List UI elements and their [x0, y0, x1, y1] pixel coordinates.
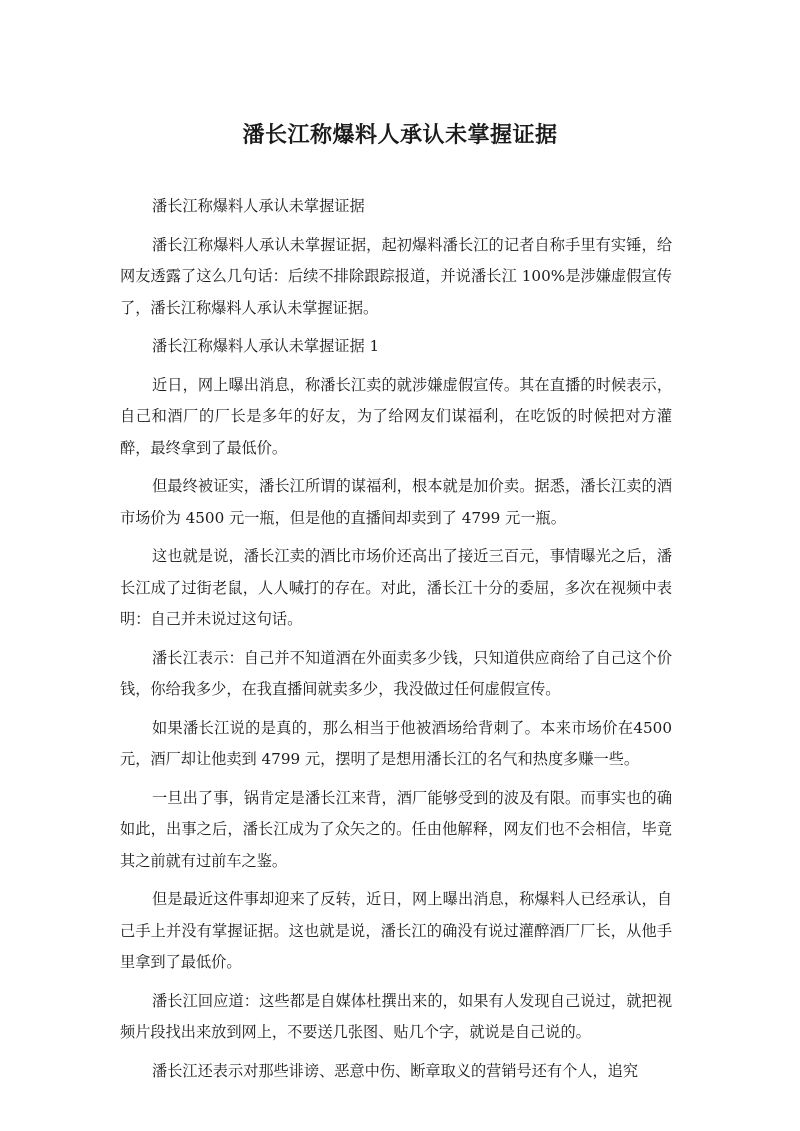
- paragraph: 潘长江称爆料人承认未掌握证据: [152, 197, 365, 215]
- document-title: 潘长江称爆料人承认未掌握证据: [242, 123, 558, 148]
- paragraph: 潘长江称爆料人承认未掌握证据，起初爆料潘长江的记者自称手里有实锤，给网友透露了这么几句话：后续不排除跟踪报道，并说潘长江 100%是涉嫌虚假宣传了，潘长江称爆料人承认未掌握证据。: [120, 235, 672, 317]
- paragraph: 近日，网上曝出消息，称潘长江卖的就涉嫌虚假宣传。其在直播的时候表示，自己和酒厂的厂长是多年的好友，为了给网友们谋福利，在吃饭的时候把对方灌醉，最终拿到了最低价。: [120, 375, 672, 457]
- paragraph: 潘长江称爆料人承认未掌握证据 1: [152, 337, 380, 355]
- paragraph: 但是最近这件事却迎来了反转，近日，网上曝出消息，称爆料人已经承认，自己手上并没有掌握证据。这也就是说，潘长江的确没有说过灌醉酒厂厂长，从他手里拿到了最低价。: [120, 890, 672, 971]
- paragraph: 潘长江还表示对那些诽谤、恶意中伤、断章取义的营销号还有个人，追究: [152, 1061, 638, 1080]
- paragraph: 这也就是说，潘长江卖的酒比市场价还高出了接近三百元，事情曝光之后，潘长江成了过街老鼠，人人喊打的存在。对此，潘长江十分的委屈，多次在视频中表明：自己并未说过这句话。: [120, 547, 672, 628]
- paragraph: 潘长江表示：自己并不知道酒在外面卖多少钱，只知道供应商给了自己这个价钱，你给我多少，在我直播间就卖多少，我没做过任何虚假宣传。: [120, 648, 672, 698]
- paragraph: 如果潘长江说的是真的，那么相当于他被酒场给背刺了。本来市场价在4500 元，酒厂却让他卖到 4799 元，摆明了是想用潘长江的名气和热度多赚一些。: [120, 718, 672, 768]
- paragraph: 一旦出了事，锅肯定是潘长江来背，酒厂能够受到的波及有限。而事实也的确如此，出事之后，潘长江成为了众矢之的。任由他解释，网友们也不会相信，毕竟其之前就有过前车之鉴。: [120, 788, 672, 870]
- paragraph: 潘长江回应道：这些都是自媒体杜撰出来的，如果有人发现自己说过，就把视频片段找出来放到网上，不要送几张图、贴几个字，就说是自己说的。: [120, 991, 672, 1041]
- paragraph: 但最终被证实，潘长江所谓的谋福利，根本就是加价卖。据悉，潘长江卖的酒市场价为 4500 元一瓶，但是他的直播间却卖到了 4799 元一瓶。: [120, 477, 672, 527]
- document-body: [120, 191, 672, 1094]
